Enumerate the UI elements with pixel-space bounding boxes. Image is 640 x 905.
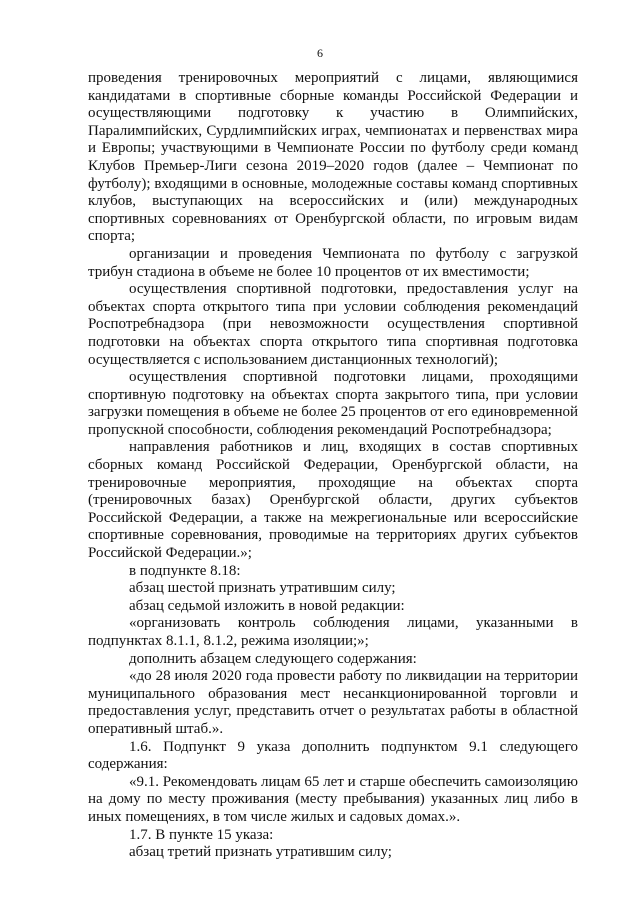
document-body [88, 70, 578, 862]
paragraph: проведения тренировочных мероприятий с лицами, являющимися кандидатами в спортивные сборные команды Российской Федерации и осуществляющими подготовку к участию в Олимпийских, Паралимпийских, Сурдлимпийских играх, чемпионатах и первенствах мира и Европы; участвующими в Чемпионате России по футболу среди команд Клубов Премьер-Лиги сезона 2019–2020 годов (далее – Чемпионат по футболу); входящими в основные, молодежные составы команд спортивных клубов, выступающих на всероссийских и (или) международных спортивных соревнованиях от Оренбургской области, по игровым видам спорта; [88, 70, 578, 245]
paragraph: абзац третий признать утратившим силу; [129, 844, 392, 861]
page-number: 6 [317, 46, 323, 60]
paragraph: «9.1. Рекомендовать лицам 65 лет и старше обеспечить самоизоляцию на дому по месту проживания (месту пребывания) указанных лиц либо в иных помещениях, в том числе жилых и садовых домах.». [88, 773, 578, 825]
paragraph: в подпункте 8.18: [129, 562, 241, 579]
paragraph: «организовать контроль соблюдения лицами, указанными в подпунктах 8.1.1, 8.1.2, режима изоляции;»; [88, 615, 578, 649]
paragraph: направления работников и лиц, входящих в состав спортивных сборных команд Российской Федерации, Оренбургской области, на тренировочные мероприятия, проходящие на объектах спорта (тренировочных базах) Оренбургской области, других субъектов Российской Федерации, а также на межрегиональные или всероссийские спортивные соревнования, проводимые на территориях других субъектов Российской Федерации.»; [88, 439, 578, 562]
paragraph: абзац шестой признать утратившим силу; [129, 580, 396, 597]
paragraph: дополнить абзацем следующего содержания: [129, 650, 417, 667]
paragraph: 1.6. Подпункт 9 указа дополнить подпунктом 9.1 следующего содержания: [88, 738, 578, 773]
paragraph: 1.7. В пункте 15 указа: [129, 826, 274, 843]
paragraph: организации и проведения Чемпионата по футболу с загрузкой трибун стадиона в объеме не более 10 процентов от их вместимости; [88, 245, 578, 280]
paragraph: абзац седьмой изложить в новой редакции: [129, 597, 405, 614]
paragraph: осуществления спортивной подготовки лицами, проходящими спортивную подготовку на объектах спорта закрытого типа, при условии загрузки помещения в объеме не более 25 процентов от его единовременной пропускной способности, соблюдения рекомендаций Роспотребнадзора; [88, 369, 578, 438]
paragraph: «до 28 июля 2020 года провести работу по ликвидации на территории муниципального образования мест несанкционированной торговли и предоставления услуг, представить отчет о результатах работы в областной оперативный штаб.». [88, 668, 578, 737]
paragraph: осуществления спортивной подготовки, предоставления услуг на объектах спорта открытого типа при условии соблюдения рекомендаций Роспотребнадзора (при невозможности осуществления спортивной подготовки на объектах спорта открытого типа спортивная подготовка осуществляется с использованием дистанционных технологий); [88, 281, 578, 368]
